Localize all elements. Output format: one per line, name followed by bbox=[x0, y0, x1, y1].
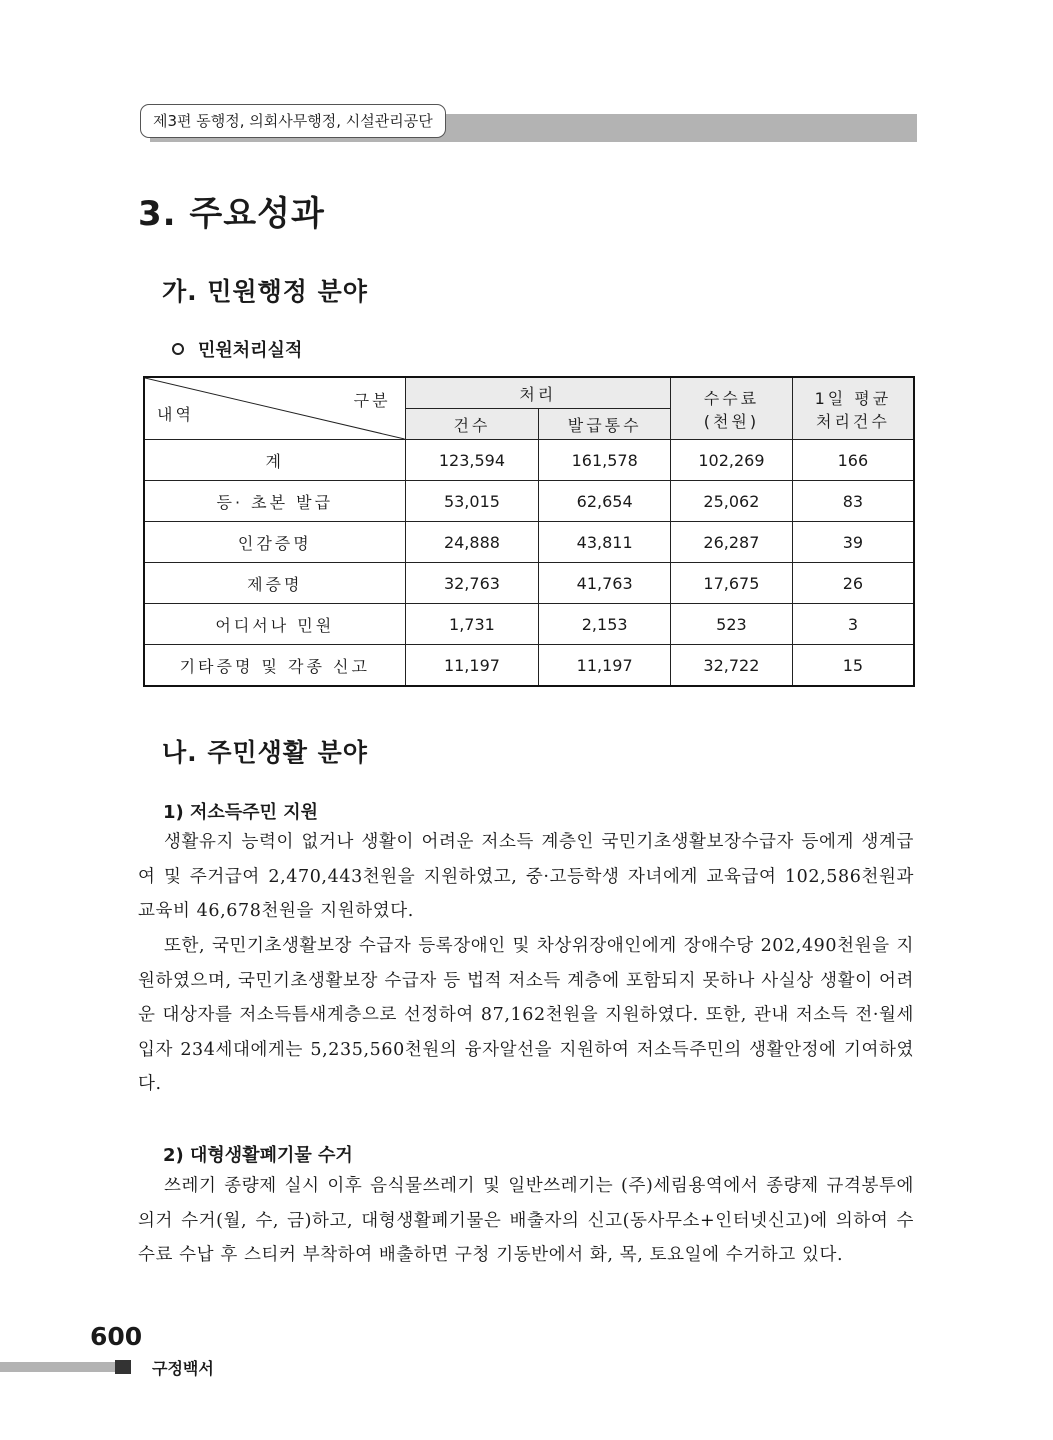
cell-fee: 17,675 bbox=[671, 563, 793, 604]
cell-count: 24,888 bbox=[405, 522, 539, 563]
table-row bbox=[144, 645, 914, 687]
cell-issued: 41,763 bbox=[539, 563, 671, 604]
paragraph bbox=[138, 929, 914, 1102]
table-row bbox=[144, 563, 914, 604]
cell-avg: 26 bbox=[792, 563, 914, 604]
table-row bbox=[144, 604, 914, 645]
count-header: 건수 bbox=[405, 409, 539, 440]
fee-header-line1: 수수료 bbox=[703, 388, 760, 408]
group-header: 처리 bbox=[405, 377, 670, 409]
cell-fee: 32,722 bbox=[671, 645, 793, 687]
table-caption-text: 민원처리실적 bbox=[198, 340, 303, 361]
cell-avg: 3 bbox=[792, 604, 914, 645]
cell-count: 11,197 bbox=[405, 645, 539, 687]
cell-issued: 11,197 bbox=[539, 645, 671, 687]
issued-header: 발급통수 bbox=[539, 409, 671, 440]
cell-avg: 39 bbox=[792, 522, 914, 563]
page-number: 600 bbox=[90, 1322, 143, 1351]
cell-fee: 26,287 bbox=[671, 522, 793, 563]
subsection-1-title: 1) 저소득주민 지원 bbox=[163, 802, 318, 823]
table-caption bbox=[172, 336, 302, 362]
cell-issued: 62,654 bbox=[539, 481, 671, 522]
cell-issued: 2,153 bbox=[539, 604, 671, 645]
circle-bullet-icon bbox=[172, 343, 184, 355]
table-row bbox=[144, 481, 914, 522]
row-label: 인감증명 bbox=[144, 522, 405, 563]
paragraph-text: 쓰레기 종량제 실시 이후 음식물쓰레기 및 일반쓰레기는 (주)세림용역에서 종량제 규격봉투에 의거 수거(월, 수, 금)하고, 대형생활폐기물은 배출자의 신고(동사무소+인터넷신고)에 의하여 수수료 수납 후 스티커 부착하여 배출하면 구청 기동반에서 화, 목, 토요일에 수거하고 있다. bbox=[138, 1176, 914, 1265]
cell-fee: 523 bbox=[671, 604, 793, 645]
section-a-title: 가. 민원행정 분야 bbox=[162, 277, 368, 306]
footer-book-title: 구정백서 bbox=[152, 1359, 214, 1378]
running-header: 제3편 동행정, 의회사무행정, 시설관리공단 bbox=[140, 104, 446, 138]
civil-service-table bbox=[143, 376, 915, 687]
footer-square bbox=[115, 1360, 131, 1374]
fee-header-line2: (천원) bbox=[703, 411, 760, 431]
row-label: 제증명 bbox=[144, 563, 405, 604]
cell-count: 1,731 bbox=[405, 604, 539, 645]
cell-count: 32,763 bbox=[405, 563, 539, 604]
fee-header bbox=[671, 377, 793, 440]
paragraph bbox=[138, 1169, 914, 1273]
cell-issued: 43,811 bbox=[539, 522, 671, 563]
row-label: 계 bbox=[144, 440, 405, 481]
cell-avg: 15 bbox=[792, 645, 914, 687]
paragraph bbox=[138, 825, 914, 929]
cell-fee: 25,062 bbox=[671, 481, 793, 522]
table-row bbox=[144, 522, 914, 563]
cell-avg: 166 bbox=[792, 440, 914, 481]
diag-top-label: 구분 bbox=[353, 391, 391, 410]
diag-bottom-label: 내역 bbox=[157, 405, 194, 424]
avg-header-line2: 처리건수 bbox=[815, 411, 890, 431]
avg-header-line1: 1일 평균 bbox=[814, 388, 892, 408]
table-row bbox=[144, 440, 914, 481]
cell-avg: 83 bbox=[792, 481, 914, 522]
paragraph-text: 또한, 국민기초생활보장 수급자 등록장애인 및 차상위장애인에게 장애수당 202,490천원을 지원하였으며, 국민기초생활보장 수급자 등 법적 저소득 계층에 포함되지 못하나 사실상 생활이 어려운 대상자를 저소득틈새계층으로 선정하여 87,162천원을 지원하였다. 또한, 관내 저소득 전·월세입자 234세대에게는 5,235,560천원의 융자알선을 지원하여 저소득주민의 생활안정에 기여하였다. bbox=[138, 936, 914, 1094]
diagonal-header-cell bbox=[144, 377, 405, 440]
avg-header bbox=[792, 377, 914, 440]
paragraph-text: 생활유지 능력이 없거나 생활이 어려운 저소득 계층인 국민기초생활보장수급자 등에게 생계급여 및 주거급여 2,470,443천원을 지원하였고, 중·고등학생 자녀에게 교육급여 102,586천원과 교육비 46,678천원을 지원하였다. bbox=[138, 832, 914, 921]
cell-count: 123,594 bbox=[405, 440, 539, 481]
section-b-title: 나. 주민생활 분야 bbox=[162, 738, 368, 767]
main-title: 3. 주요성과 bbox=[138, 194, 325, 234]
cell-issued: 161,578 bbox=[539, 440, 671, 481]
row-label: 기타증명 및 각종 신고 bbox=[144, 645, 405, 687]
row-label: 어디서나 민원 bbox=[144, 604, 405, 645]
subsection-2-title: 2) 대형생활폐기물 수거 bbox=[163, 1145, 353, 1166]
cell-count: 53,015 bbox=[405, 481, 539, 522]
footer-rule bbox=[0, 1362, 115, 1372]
cell-fee: 102,269 bbox=[671, 440, 793, 481]
row-label: 등· 초본 발급 bbox=[144, 481, 405, 522]
